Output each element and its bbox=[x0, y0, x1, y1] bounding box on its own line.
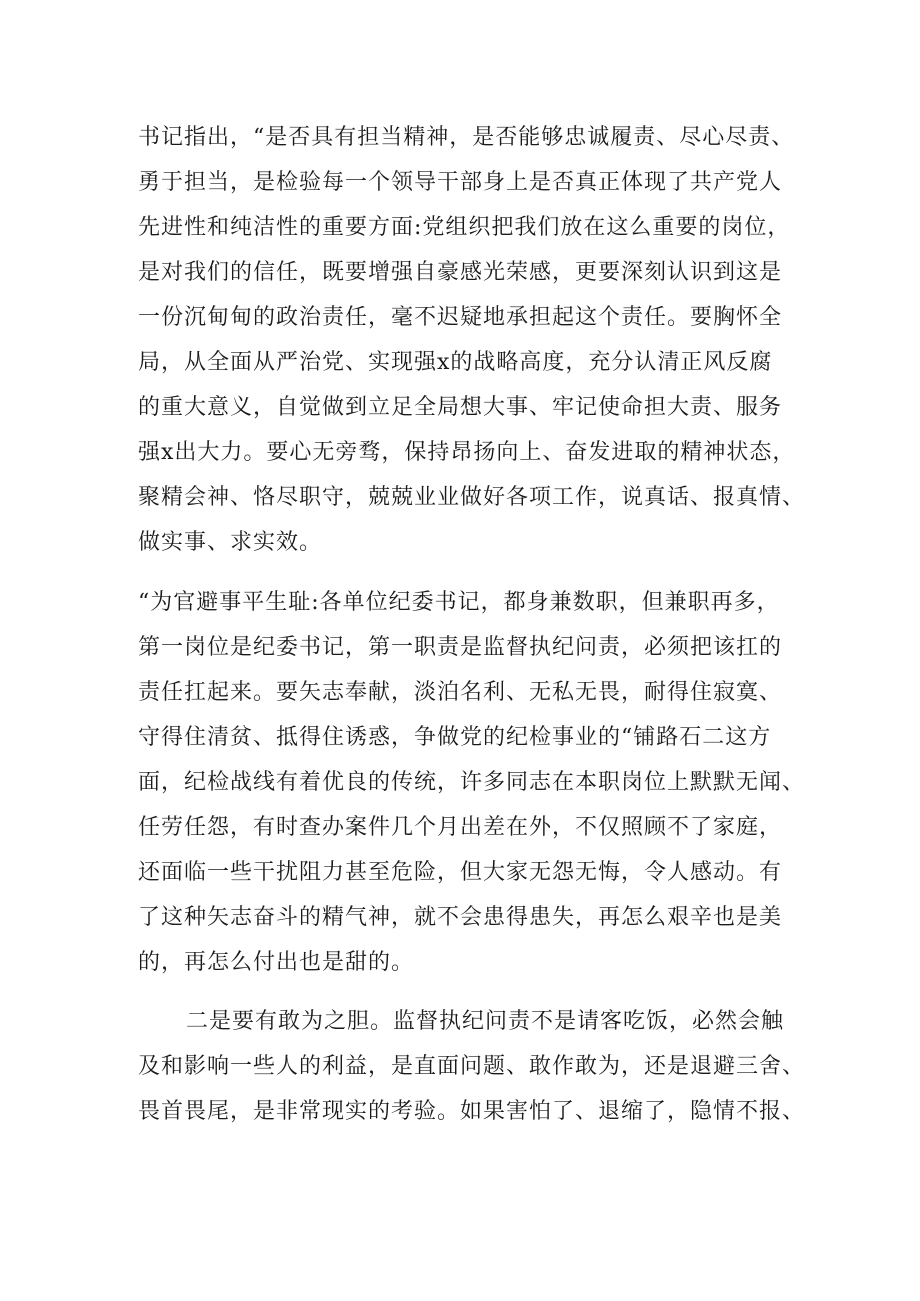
text-line: 及和影响一些人的利益，是直面问题、敢作敢为，还是退避三舍、 bbox=[138, 1054, 806, 1079]
text-line: 责任扛起来。要矢志奉献，淡泊名利、无私无畏，耐得住寂寞、 bbox=[138, 680, 783, 705]
text-line: 强x出大力。要心无旁骛，保持昂扬向上、奋发进取的精神状态， bbox=[138, 440, 796, 465]
text-line: 先进性和纯洁性的重要方面:党组织把我们放在这么重要的岗位， bbox=[138, 215, 791, 240]
text-line: 的重大意义，自觉做到立足全局想大事、牢记使命担大责、服务 bbox=[138, 395, 783, 420]
text-line: 二是要有敢为之胆。监督执纪问责不是请客吃饭，必然会触 bbox=[186, 1009, 785, 1034]
text-line: 局，从全面从严治党、实现强x的战略高度，充分认清正风反腐 bbox=[138, 350, 773, 375]
text-line: 守得住清贫、抵得住诱惑，争做党的纪检事业的“铺路石二这方 bbox=[138, 725, 772, 750]
text-line: 第一岗位是纪委书记，第一职责是监督执纪问责，必须把该扛的 bbox=[138, 635, 783, 660]
text-line: 是对我们的信任，既要增强自豪感光荣感，更要深刻认识到这是 bbox=[138, 260, 783, 285]
text-line: 畏首畏尾，是非常现实的考验。如果害怕了、退缩了，隐情不报、 bbox=[138, 1099, 806, 1124]
text-line: 还面临一些干扰阻力甚至危险，但大家无怨无悔，令人感动。有 bbox=[138, 860, 783, 885]
text-line: 聚精会神、恪尽职守，兢兢业业做好各项工作，说真话、报真情、 bbox=[138, 485, 806, 510]
text-line: “为官避事平生耻:各单位纪委书记，都身兼数职，但兼职再多， bbox=[138, 590, 780, 615]
text-line: 任劳任怨，有时查办案件几个月出差在外，不仅照顾不了家庭， bbox=[138, 815, 783, 840]
text-line: 了这种矢志奋斗的精气神，就不会患得患失，再怎么艰辛也是美 bbox=[138, 905, 783, 930]
text-line: 面，纪检战线有着优良的传统，许多同志在本职岗位上默默无闻、 bbox=[138, 770, 806, 795]
text-line: 书记指出，“是否具有担当精神，是否能够忠诚履责、尽心尽责、 bbox=[138, 125, 795, 150]
text-line: 的，再怎么付出也是甜的。 bbox=[138, 950, 415, 975]
text-line: 做实事、求实效。 bbox=[138, 530, 323, 555]
text-line: 勇于担当，是检验每一个领导干部身上是否真正体现了共产党人 bbox=[138, 170, 783, 195]
text-line: 一份沉甸甸的政治责任，毫不迟疑地承担起这个责任。要胸怀全 bbox=[138, 305, 783, 330]
